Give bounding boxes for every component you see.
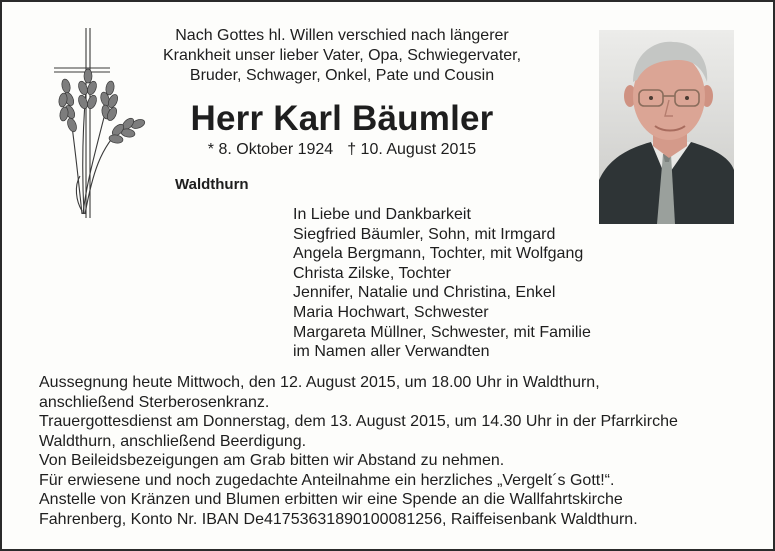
announcement-line: Waldthurn, anschließend Beerdigung.	[39, 432, 307, 450]
intro-text	[152, 26, 532, 86]
list-item: Jennifer, Natalie und Christina, Enkel	[293, 284, 556, 302]
announcement-line: Aussegnung heute Mittwoch, den 12. August 2015, um 18.00 Uhr in Waldthurn,	[39, 374, 600, 391]
mourners-list	[293, 205, 591, 362]
deceased-name: Herr Karl Bäumler	[190, 99, 494, 138]
list-item: Margareta Müllner, Schwester, mit Familie	[293, 323, 591, 341]
announcement-line: Trauergottesdienst am Donnerstag, dem 13. August 2015, um 14.30 Uhr in der Pfarrkirche	[39, 413, 678, 430]
funeral-announcements	[39, 373, 678, 529]
intro-line: Krankheit unser lieber Vater, Opa, Schwiegervater,	[162, 47, 522, 64]
announcement-line: Für erwiesene und noch zugedachte Anteilnahme ein herzliches „Vergelt´s Gott!“.	[39, 471, 615, 489]
announcement-line: Fahrenberg, Konto Nr. IBAN De41753631890100081256, Raiffeisenbank Waldthurn.	[39, 510, 638, 528]
announcement-line: Anstelle von Kränzen und Blumen erbitten wir eine Spende an die Wallfahrtskirche	[39, 491, 623, 508]
intro-line: Nach Gottes hl. Willen verschied nach längerer	[175, 27, 509, 44]
cross-with-wheat-icon	[52, 26, 148, 222]
list-item: In Liebe und Dankbarkeit	[293, 206, 471, 223]
place-of-residence: Waldthurn	[175, 176, 249, 193]
intro-line: Bruder, Schwager, Onkel, Pate und Cousin	[189, 67, 495, 84]
birth-date: * 8. Oktober 1924	[207, 141, 334, 158]
list-item: Christa Zilske, Tochter	[293, 264, 451, 282]
portrait-photo	[599, 30, 734, 224]
list-item: im Namen aller Verwandten	[293, 343, 490, 361]
life-dates	[152, 140, 532, 160]
announcement-line: anschließend Sterberosenkranz.	[39, 393, 270, 411]
death-date: † 10. August 2015	[347, 141, 477, 158]
list-item: Maria Hochwart, Schwester	[293, 303, 489, 321]
announcement-line: Von Beileidsbezeigungen am Grab bitten wir Abstand zu nehmen.	[39, 452, 505, 469]
list-item: Siegfried Bäumler, Sohn, mit Irmgard	[293, 225, 556, 243]
list-item: Angela Bergmann, Tochter, mit Wolfgang	[293, 245, 584, 263]
